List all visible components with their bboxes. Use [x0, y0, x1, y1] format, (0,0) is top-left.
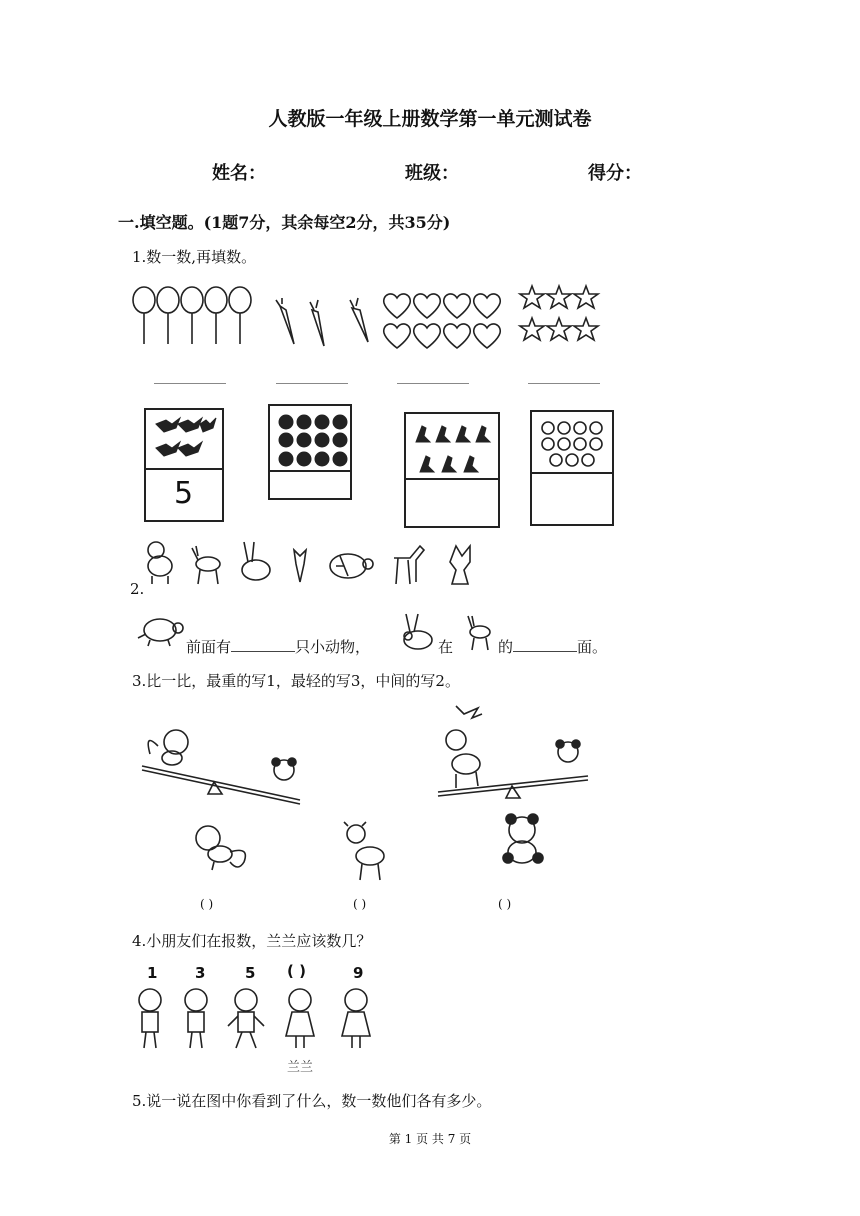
box-birds	[144, 408, 224, 522]
q2-part5: 面。	[577, 638, 608, 656]
child-number-5: 5	[245, 964, 256, 982]
seesaw-deer-panda	[434, 702, 594, 798]
q2-blank-count[interactable]	[231, 637, 295, 652]
rabbit-icon	[398, 612, 438, 652]
q2-part3: 在	[438, 638, 454, 656]
hearts-icon	[382, 292, 506, 352]
child-number-1: 1	[147, 964, 158, 982]
box-divider	[146, 468, 222, 470]
balloons-icon	[130, 286, 260, 346]
score-label: 得分：	[588, 163, 642, 184]
example-number: 5	[174, 476, 194, 511]
apples-icon	[536, 416, 612, 472]
animals-row-icon	[140, 538, 480, 588]
child-number-3: 3	[195, 964, 206, 982]
panda-icon	[498, 814, 548, 866]
deer-icon	[344, 822, 392, 882]
box-strawberries	[268, 404, 352, 500]
box-kangaroos	[404, 412, 500, 528]
children-icon	[130, 986, 380, 1052]
page-title: 人教版一年级上册数学第一单元测试卷	[268, 108, 592, 130]
answer-line-balloons[interactable]	[154, 382, 226, 384]
answer-line-stars[interactable]	[528, 382, 600, 384]
question-3-text: 3.比一比，最重的写1，最轻的写3，中间的写2。	[132, 672, 460, 690]
section-heading: 一.填空题。(1题7分，其余每空2分，共35分)	[118, 213, 451, 232]
goat-icon	[462, 612, 498, 652]
box-divider	[270, 470, 350, 472]
carrots-icon	[272, 298, 382, 350]
q2-part1: 前面有	[186, 638, 232, 656]
q2-blank-position[interactable]	[513, 637, 577, 652]
class-label: 班级：	[405, 163, 459, 184]
answer-paren-panda[interactable]: ( )	[498, 897, 512, 911]
answer-paren-monkey[interactable]: ( )	[200, 897, 214, 911]
turtle-icon	[136, 612, 184, 648]
child-number-blank[interactable]: ( )	[287, 962, 306, 980]
page-footer: 第 1 页 共 7 页	[388, 1132, 472, 1146]
q2-part2: 只小动物，	[295, 638, 371, 656]
answer-line-hearts[interactable]	[397, 382, 469, 384]
strawberries-icon	[276, 412, 348, 470]
seesaw-monkey-panda	[134, 726, 304, 802]
birds-icon	[152, 416, 216, 466]
box-apples	[530, 410, 614, 526]
q2-part4: 的	[498, 638, 514, 656]
question-4-text: 4.小朋友们在报数，兰兰应该数几？	[132, 932, 372, 950]
question-2-sentence	[186, 636, 370, 657]
monkey-icon	[190, 822, 254, 870]
kangaroos-icon	[412, 420, 496, 476]
question-1-text: 1.数一数,再填数。	[132, 248, 257, 266]
answer-paren-deer[interactable]: ( )	[353, 897, 367, 911]
stars-icon	[520, 284, 602, 346]
question-5-text: 5.说一说在图中你看到了什么，数一数他们各有多少。	[132, 1092, 492, 1110]
lanlan-label: 兰兰	[287, 1060, 314, 1075]
question-2-number: 2.	[130, 580, 145, 598]
answer-line-carrots[interactable]	[276, 382, 348, 384]
box-divider	[532, 472, 612, 474]
box-divider	[406, 478, 498, 480]
name-label: 姓名：	[212, 163, 266, 184]
child-number-9: 9	[353, 964, 364, 982]
question-2-sentence-end	[498, 636, 607, 657]
